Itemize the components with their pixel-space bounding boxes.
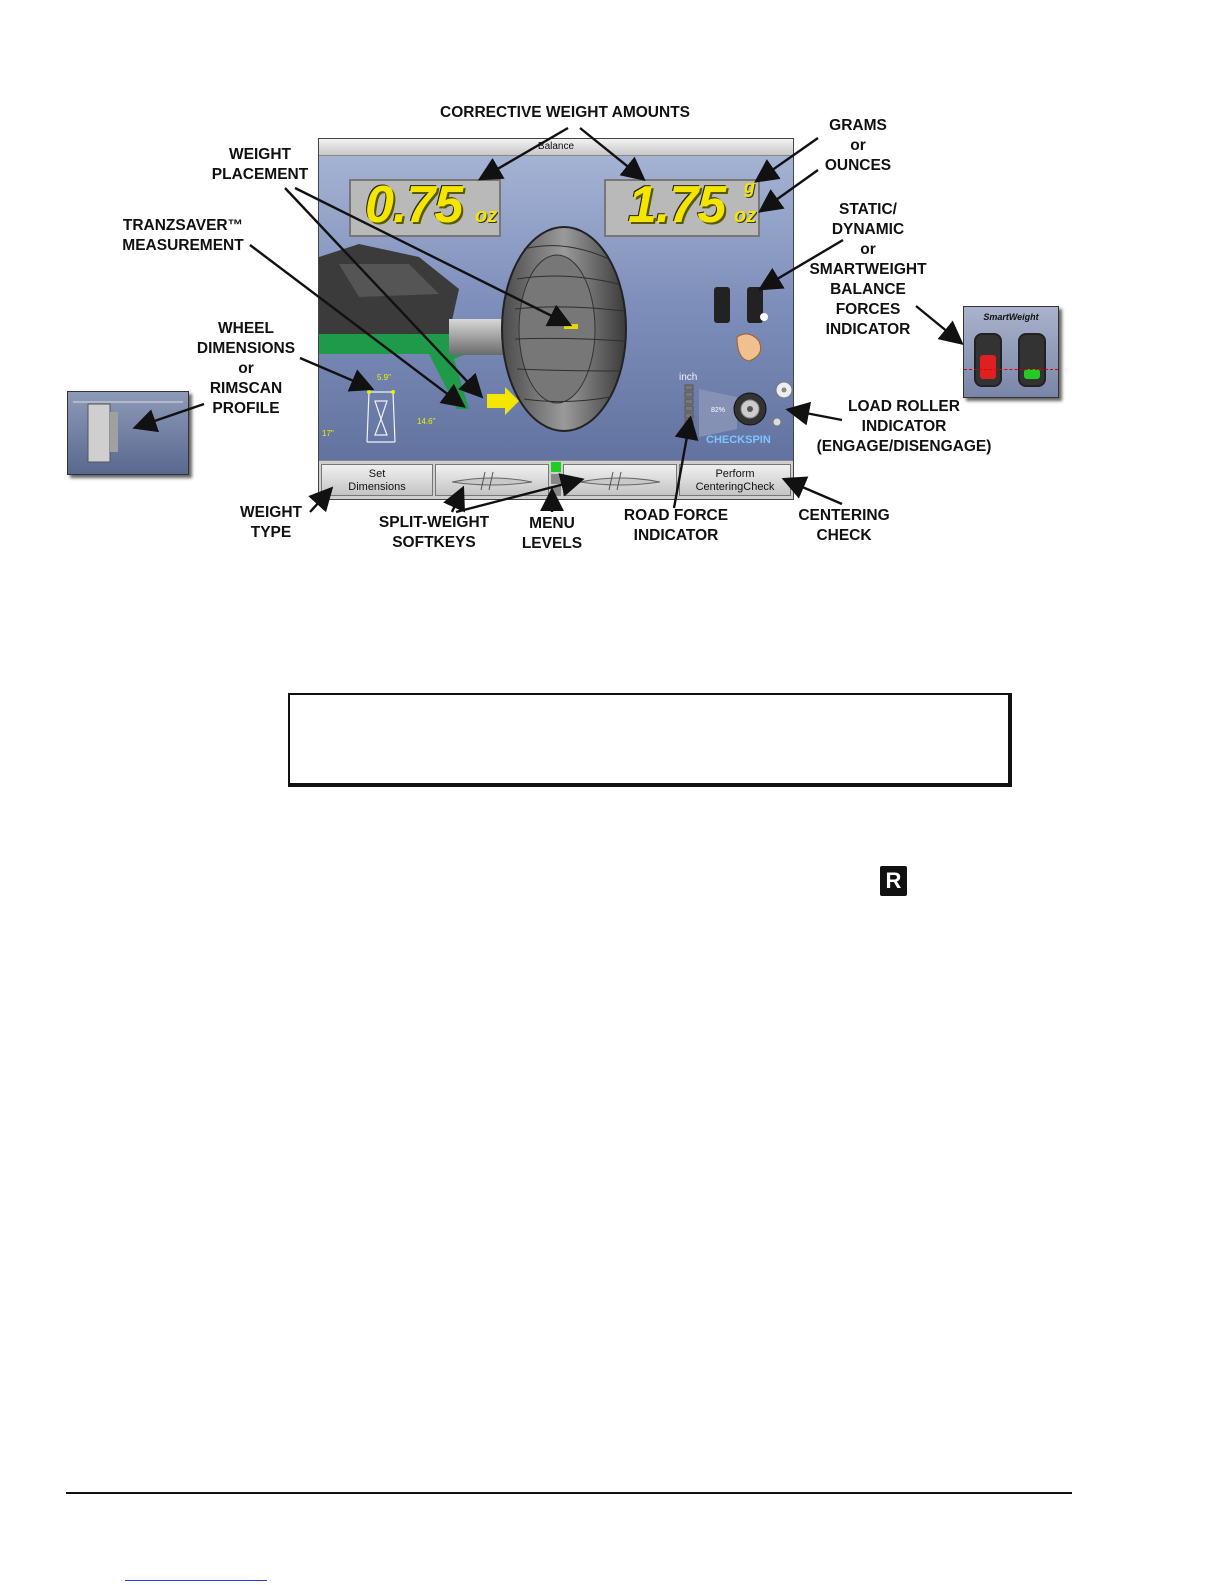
weight-left-unit: oz <box>475 205 498 227</box>
set-dimensions-line2: Dimensions <box>348 481 406 493</box>
label-menu-levels: MENU LEVELS <box>521 515 583 552</box>
footer-rule <box>66 1492 1072 1494</box>
weight-right-value: 1.75 <box>628 176 726 234</box>
label-static-dynamic: STATIC/ DYNAMIC or SMARTWEIGHT BALANCE FORCES INDICATOR <box>809 201 927 338</box>
label-corrective-weight: CORRECTIVE WEIGHT AMOUNTS <box>440 104 691 121</box>
note-box <box>288 693 1012 787</box>
annotation-arrows <box>0 0 1225 600</box>
dim-right-label: 14.6" <box>417 417 436 426</box>
checkspin-label: CHECKSPIN <box>706 434 771 446</box>
smartweight-label: SmartWeight <box>983 312 1039 322</box>
weight-left-value: 0.75 <box>365 176 463 234</box>
label-wheel-dimensions: WHEEL DIMENSIONS or RIMSCAN PROFILE <box>196 320 296 417</box>
label-grams-ounces: GRAMS or OUNCES <box>824 117 892 174</box>
dim-left-label: 17" <box>322 429 334 438</box>
weight-right-unit-oz[interactable]: oz <box>734 205 757 227</box>
road-force-units: inch <box>679 372 698 383</box>
road-force-percent: 82% <box>711 407 726 414</box>
label-weight-placement: WEIGHT PLACEMENT <box>211 146 309 183</box>
label-tranzsaver: TRANZSAVER™ MEASUREMENT <box>122 217 244 254</box>
label-road-force: ROAD FORCE INDICATOR <box>623 507 729 544</box>
dim-top-label: 5.9" <box>377 373 391 382</box>
set-dimensions-line1: Set <box>368 468 386 480</box>
centering-check-line1: Perform <box>715 468 755 480</box>
label-weight-type: WEIGHT TYPE <box>240 504 302 541</box>
label-split-weight: SPLIT-WEIGHT SOFTKEYS <box>378 514 490 551</box>
screen-title: Balance <box>319 139 793 156</box>
footer-link-underline[interactable] <box>125 1580 267 1581</box>
label-load-roller: LOAD ROLLER INDICATOR (ENGAGE/DISENGAGE) <box>816 398 992 455</box>
weight-right-unit-g[interactable]: g <box>744 177 755 197</box>
r-key-icon: R <box>880 866 907 896</box>
centering-check-line2: CenteringCheck <box>695 481 775 493</box>
label-centering-check: CENTERING CHECK <box>798 507 890 544</box>
